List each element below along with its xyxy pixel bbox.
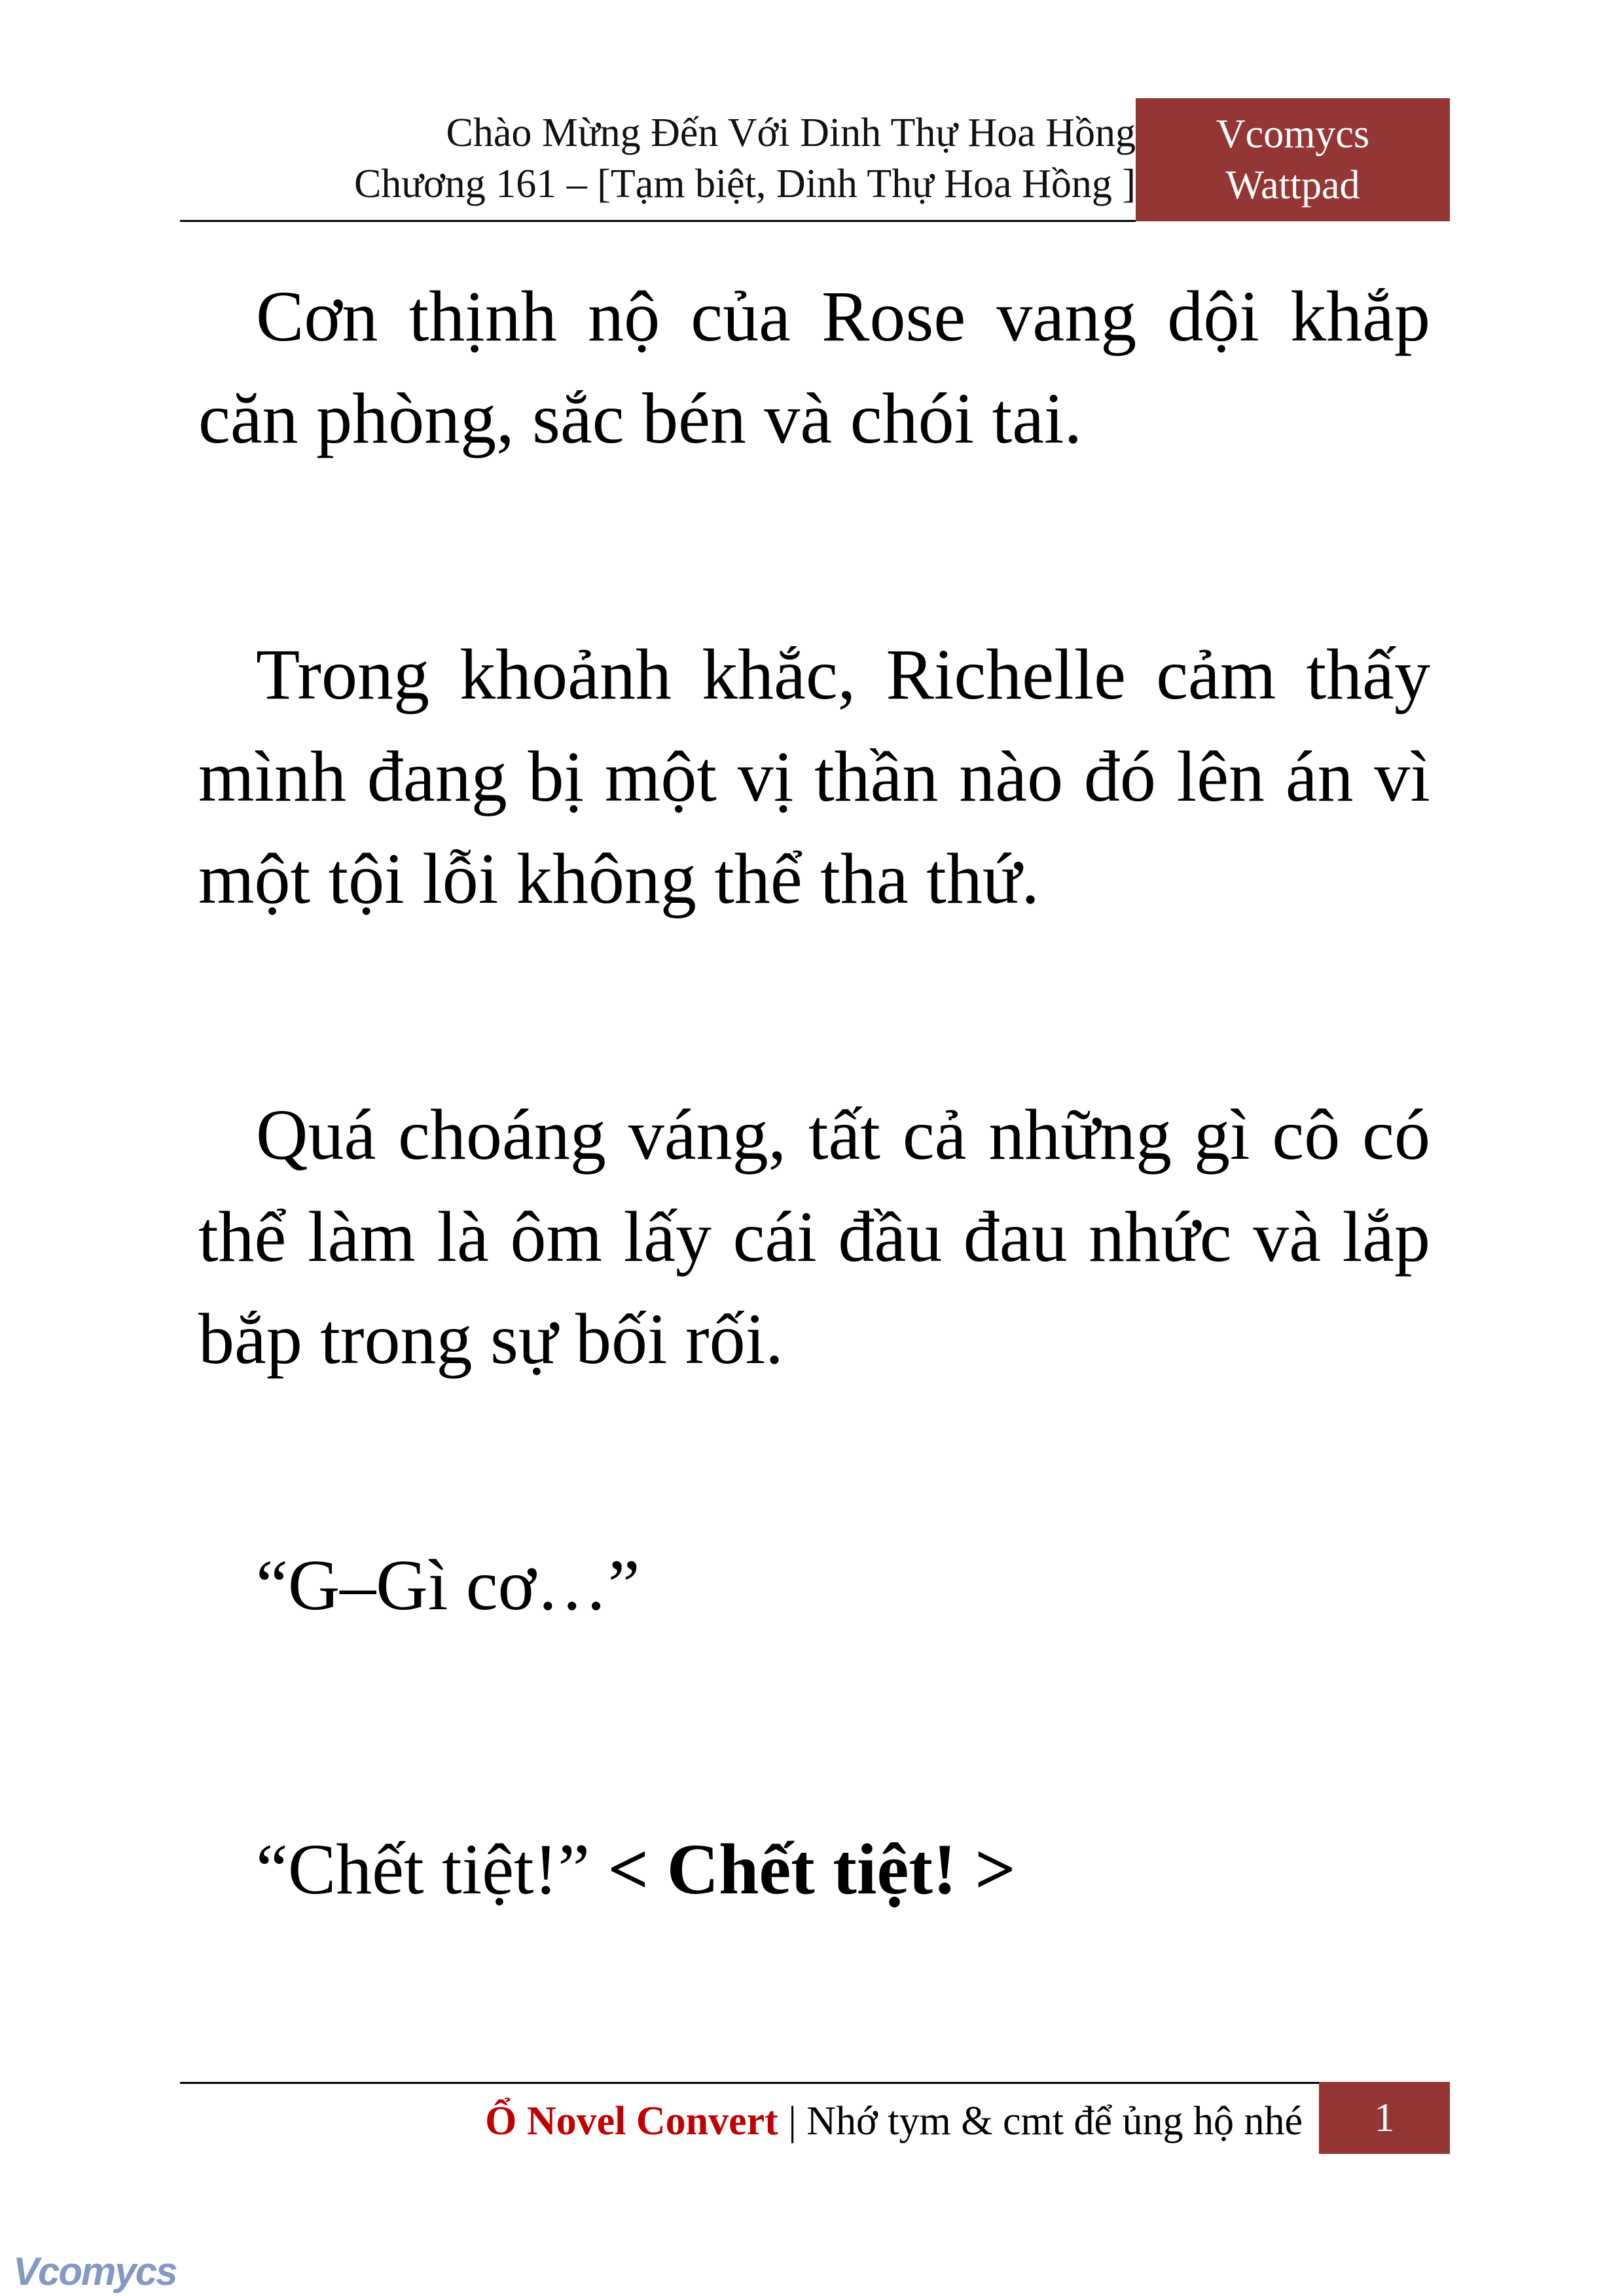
watermark-logo: Vcomycs (13, 2250, 177, 2293)
paragraph: Trong khoảnh khắc, Richelle cảm thấy mình đang bị một vị thần nào đó lên án vì một tội lỗi không thể tha thứ. (198, 634, 1430, 919)
footer-separator: | (778, 2099, 807, 2143)
paragraph: Cơn thịnh nộ của Rose vang dội khắp căn phòng, sắc bén và chói tai. (198, 276, 1430, 458)
dialogue-text: “Chết tiệt!” (256, 1829, 608, 1909)
page-footer (180, 2082, 1450, 2154)
header-divider (180, 220, 1136, 222)
footer-message: Nhớ tym & cmt để ủng hộ nhé (806, 2099, 1303, 2143)
dialogue-line (198, 1818, 1430, 1920)
book-title: Chào Mừng Đến Với Dinh Thự Hoa Hồng (446, 111, 1136, 155)
header-text (354, 107, 1136, 210)
chapter-title: Chương 161 – [Tạm biệt, Dinh Thự Hoa Hồng ] (353, 162, 1136, 206)
page-header (180, 98, 1450, 221)
source-badge-line2: Wattpad (1225, 163, 1360, 208)
page-number: 1 (1319, 2082, 1450, 2154)
dialogue-line: “G–Gì cơ…” (256, 1545, 640, 1625)
dialogue-translation: < Chết tiệt! > (607, 1829, 1016, 1909)
source-badge-line1: Vcomycs (1216, 112, 1370, 156)
footer-divider (180, 2082, 1319, 2084)
source-badge (1136, 98, 1450, 221)
footer-text (485, 2095, 1303, 2147)
footer-brand: Ổ Novel Convert (485, 2099, 778, 2143)
paragraph: Quá choáng váng, tất cả những gì cô có thể làm là ôm lấy cái đầu đau nhức và lắp bắp trong sự bối rối. (198, 1095, 1430, 1379)
